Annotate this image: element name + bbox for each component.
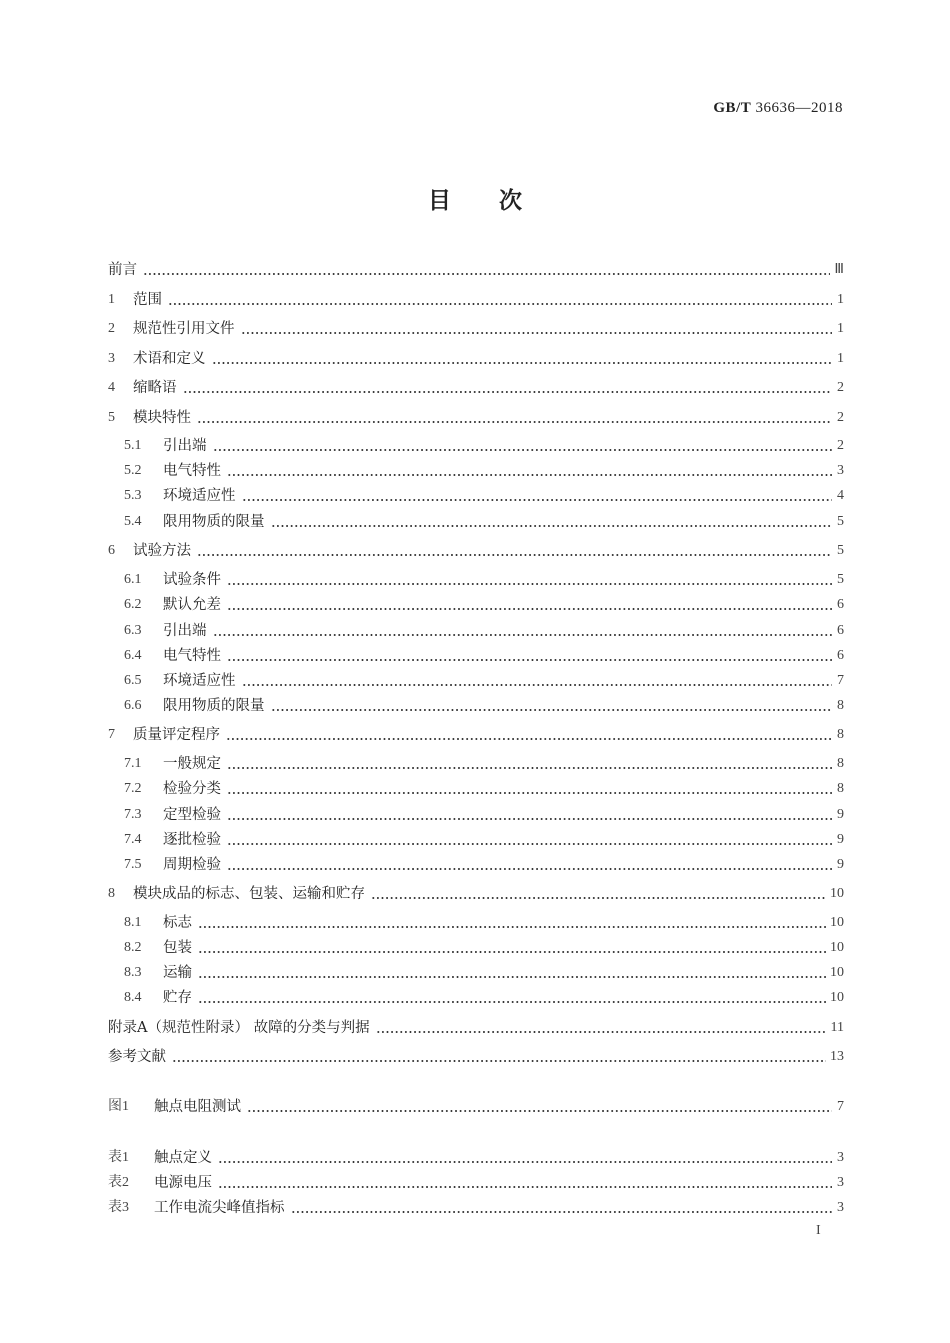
toc-entry[interactable]	[108, 1172, 844, 1194]
toc-entry-number: 5.1	[124, 438, 142, 453]
toc-entry[interactable]	[124, 645, 844, 667]
dot-leader	[227, 474, 832, 476]
toc-entry-label: 模块特性	[133, 410, 191, 426]
dot-leader	[226, 738, 832, 740]
toc-entry-number: 6.2	[124, 597, 142, 612]
dot-leader	[242, 499, 833, 501]
dot-leader	[371, 897, 826, 899]
dot-leader	[172, 1060, 826, 1062]
toc-entry-label: 触点定义	[154, 1150, 212, 1166]
standard-number: 36636—2018	[755, 100, 843, 116]
toc-entry-label: 运输	[163, 965, 192, 981]
dot-leader	[227, 608, 832, 610]
toc-entry[interactable]	[124, 620, 844, 642]
toc-entry-page: 8	[837, 756, 844, 771]
dot-leader	[227, 792, 832, 794]
toc-entry-label: 试验方法	[133, 543, 191, 559]
toc-entry[interactable]	[124, 435, 844, 457]
standard-code	[713, 100, 843, 117]
toc-entry[interactable]	[124, 778, 844, 800]
toc-entry-label: 电气特性	[163, 463, 221, 479]
dot-leader	[242, 684, 833, 686]
dot-leader	[271, 525, 833, 527]
toc-entry-page: 9	[837, 807, 844, 822]
toc-entry-number: 5.3	[124, 488, 142, 503]
toc-entry-number: 7.3	[124, 807, 142, 822]
toc-entry-label: 环境适应性	[163, 673, 236, 689]
toc-entry[interactable]	[124, 804, 844, 826]
page-title: 目次	[428, 188, 570, 214]
dot-leader	[271, 709, 833, 711]
toc-entry-page: 5	[837, 514, 844, 529]
toc-entry-page: 8	[837, 698, 844, 713]
toc-entry-label: 环境适应性	[163, 488, 236, 504]
toc-entry-label: 质量评定程序	[133, 727, 220, 743]
toc-entry-page: Ⅲ	[834, 262, 844, 277]
toc-entry[interactable]	[124, 753, 844, 775]
toc-entry[interactable]	[124, 511, 844, 533]
toc-entry-number: 8.2	[124, 940, 142, 955]
toc-entry-number: 7.1	[124, 756, 142, 771]
toc-entry-page: 7	[837, 673, 844, 688]
toc-entry-number: 表1	[108, 1150, 129, 1165]
toc-entry-page: 10	[830, 940, 844, 955]
toc-entry-label: 参考文献	[108, 1049, 166, 1065]
dot-leader	[198, 1001, 826, 1003]
page-folio: I	[816, 1223, 821, 1238]
toc-entry-page: 5	[837, 572, 844, 587]
toc-entry[interactable]	[108, 318, 844, 340]
toc-entry-number: 1	[108, 292, 115, 307]
toc-entry-page: 6	[837, 623, 844, 638]
toc-entry-label: 一般规定	[163, 756, 221, 772]
dot-leader	[143, 273, 830, 275]
toc-entry-page: 9	[837, 857, 844, 872]
toc-entry[interactable]	[108, 259, 844, 281]
toc-entry-number: 7	[108, 727, 115, 742]
toc-entry-label: 附录A（规范性附录） 故障的分类与判据	[108, 1020, 370, 1036]
toc-entry-number: 表2	[108, 1175, 129, 1190]
toc-entry[interactable]	[124, 695, 844, 717]
toc-entry-page: 2	[837, 438, 844, 453]
toc-entry-label: 前言	[108, 262, 137, 278]
toc-entry-number: 表3	[108, 1200, 129, 1215]
dot-leader	[227, 659, 832, 661]
toc-entry-page: 3	[837, 1200, 844, 1215]
toc-entry-page: 10	[830, 990, 844, 1005]
toc-entry[interactable]	[108, 1017, 844, 1039]
toc-entry[interactable]	[108, 1147, 844, 1169]
toc-entry-label: 包装	[163, 940, 192, 956]
toc-entry-label: 贮存	[163, 990, 192, 1006]
toc-entry-number: 4	[108, 380, 115, 395]
toc-entry[interactable]	[108, 289, 844, 311]
toc-entry[interactable]	[124, 569, 844, 591]
toc-entry-page: 1	[837, 351, 844, 366]
toc-entry-label: 默认允差	[163, 597, 221, 613]
toc-entry-number: 3	[108, 351, 115, 366]
toc-entry-label: 引出端	[163, 438, 207, 454]
toc-entry-number: 2	[108, 321, 115, 336]
dot-leader	[213, 449, 833, 451]
dot-leader	[198, 951, 826, 953]
toc-entry-label: 触点电阻测试	[154, 1099, 241, 1115]
toc-entry[interactable]	[108, 540, 844, 562]
dot-leader	[198, 976, 826, 978]
toc-entry-number: 8.3	[124, 965, 142, 980]
toc-entry[interactable]	[124, 670, 844, 692]
toc-entry-page: 8	[837, 727, 844, 742]
toc-entry[interactable]	[124, 962, 844, 984]
toc-entry-page: 10	[830, 915, 844, 930]
toc-entry-label: 规范性引用文件	[133, 321, 235, 337]
dot-leader	[227, 583, 832, 585]
toc-entry-label: 限用物质的限量	[163, 514, 265, 530]
dot-leader	[227, 843, 832, 845]
dot-leader	[376, 1031, 827, 1033]
toc-entry-label: 定型检验	[163, 807, 221, 823]
toc-entry-number: 图1	[108, 1099, 129, 1114]
toc-entry[interactable]	[124, 937, 844, 959]
dot-leader	[213, 634, 833, 636]
toc-entry-page: 7	[837, 1099, 844, 1114]
toc-entry-number: 5.2	[124, 463, 142, 478]
dot-leader	[168, 303, 832, 305]
toc-entry-page: 2	[837, 410, 844, 425]
standard-prefix: GB/T	[713, 100, 752, 116]
dot-leader	[247, 1110, 832, 1112]
toc-entry-number: 5	[108, 410, 115, 425]
toc-entry-number: 6.4	[124, 648, 142, 663]
toc-entry[interactable]	[124, 829, 844, 851]
toc-entry-number: 8.4	[124, 990, 142, 1005]
toc-entry-page: 10	[830, 965, 844, 980]
toc-entry-label: 检验分类	[163, 781, 221, 797]
toc-entry[interactable]	[108, 724, 844, 746]
toc-entry-label: 引出端	[163, 623, 207, 639]
toc-entry-label: 电源电压	[154, 1175, 212, 1191]
toc-entry-page: 10	[830, 886, 844, 901]
dot-leader	[218, 1186, 832, 1188]
toc-entry-page: 3	[837, 1150, 844, 1165]
toc-entry-number: 7.2	[124, 781, 142, 796]
toc-entry-label: 试验条件	[163, 572, 221, 588]
toc-entry-label: 限用物质的限量	[163, 698, 265, 714]
toc-entry-page: 4	[837, 488, 844, 503]
toc-entry-page: 9	[837, 832, 844, 847]
toc-entry[interactable]	[108, 883, 844, 905]
dot-leader	[227, 818, 832, 820]
toc-entry-page: 5	[837, 543, 844, 558]
toc-entry[interactable]	[124, 987, 844, 1009]
toc-entry-page: 11	[830, 1020, 844, 1035]
toc-entry-page: 6	[837, 597, 844, 612]
toc-entry-number: 6.1	[124, 572, 142, 587]
toc-entry-label: 电气特性	[163, 648, 221, 664]
toc-entry[interactable]	[124, 594, 844, 616]
toc-entry-page: 1	[837, 292, 844, 307]
toc-entry-label: 标志	[163, 915, 192, 931]
toc-entry[interactable]	[124, 854, 844, 876]
toc-entry[interactable]	[108, 407, 844, 429]
toc-entry[interactable]	[124, 912, 844, 934]
toc-entry-label: 术语和定义	[133, 351, 206, 367]
toc-entry-number: 6.5	[124, 673, 142, 688]
toc-entry[interactable]	[108, 1046, 844, 1068]
toc-entry[interactable]	[108, 348, 844, 370]
toc-entry-number: 7.4	[124, 832, 142, 847]
toc-entry-number: 6.6	[124, 698, 142, 713]
dot-leader	[197, 554, 832, 556]
toc-entry-number: 6.3	[124, 623, 142, 638]
dot-leader	[227, 767, 832, 769]
toc-entry-page: 3	[837, 463, 844, 478]
dot-leader	[291, 1211, 833, 1213]
toc-entry-label: 模块成品的标志、包装、运输和贮存	[133, 886, 365, 902]
toc-entry-number: 8	[108, 886, 115, 901]
toc-entry-page: 1	[837, 321, 844, 336]
dot-leader	[218, 1161, 832, 1163]
toc-entry-page: 6	[837, 648, 844, 663]
dot-leader	[212, 362, 833, 364]
toc-entry-number: 7.5	[124, 857, 142, 872]
toc-entry-label: 工作电流尖峰值指标	[154, 1200, 285, 1216]
toc-entry-page: 3	[837, 1175, 844, 1190]
toc-entry[interactable]	[124, 485, 844, 507]
toc-entry-label: 缩略语	[133, 380, 177, 396]
toc-entry[interactable]	[124, 460, 844, 482]
toc-entry[interactable]	[108, 1197, 844, 1219]
dot-leader	[197, 421, 832, 423]
dot-leader	[241, 332, 833, 334]
dot-leader	[183, 391, 833, 393]
toc-entry-number: 8.1	[124, 915, 142, 930]
toc-entry-label: 周期检验	[163, 857, 221, 873]
toc-entry[interactable]	[108, 1096, 844, 1118]
toc-entry-number: 6	[108, 543, 115, 558]
toc-entry-label: 范围	[133, 292, 162, 308]
toc-entry-page: 2	[837, 380, 844, 395]
toc-entry-page: 8	[837, 781, 844, 796]
toc-entry-label: 逐批检验	[163, 832, 221, 848]
dot-leader	[227, 868, 832, 870]
toc-entry[interactable]	[108, 377, 844, 399]
toc-entry-page: 13	[830, 1049, 844, 1064]
dot-leader	[198, 926, 826, 928]
toc-entry-number: 5.4	[124, 514, 142, 529]
